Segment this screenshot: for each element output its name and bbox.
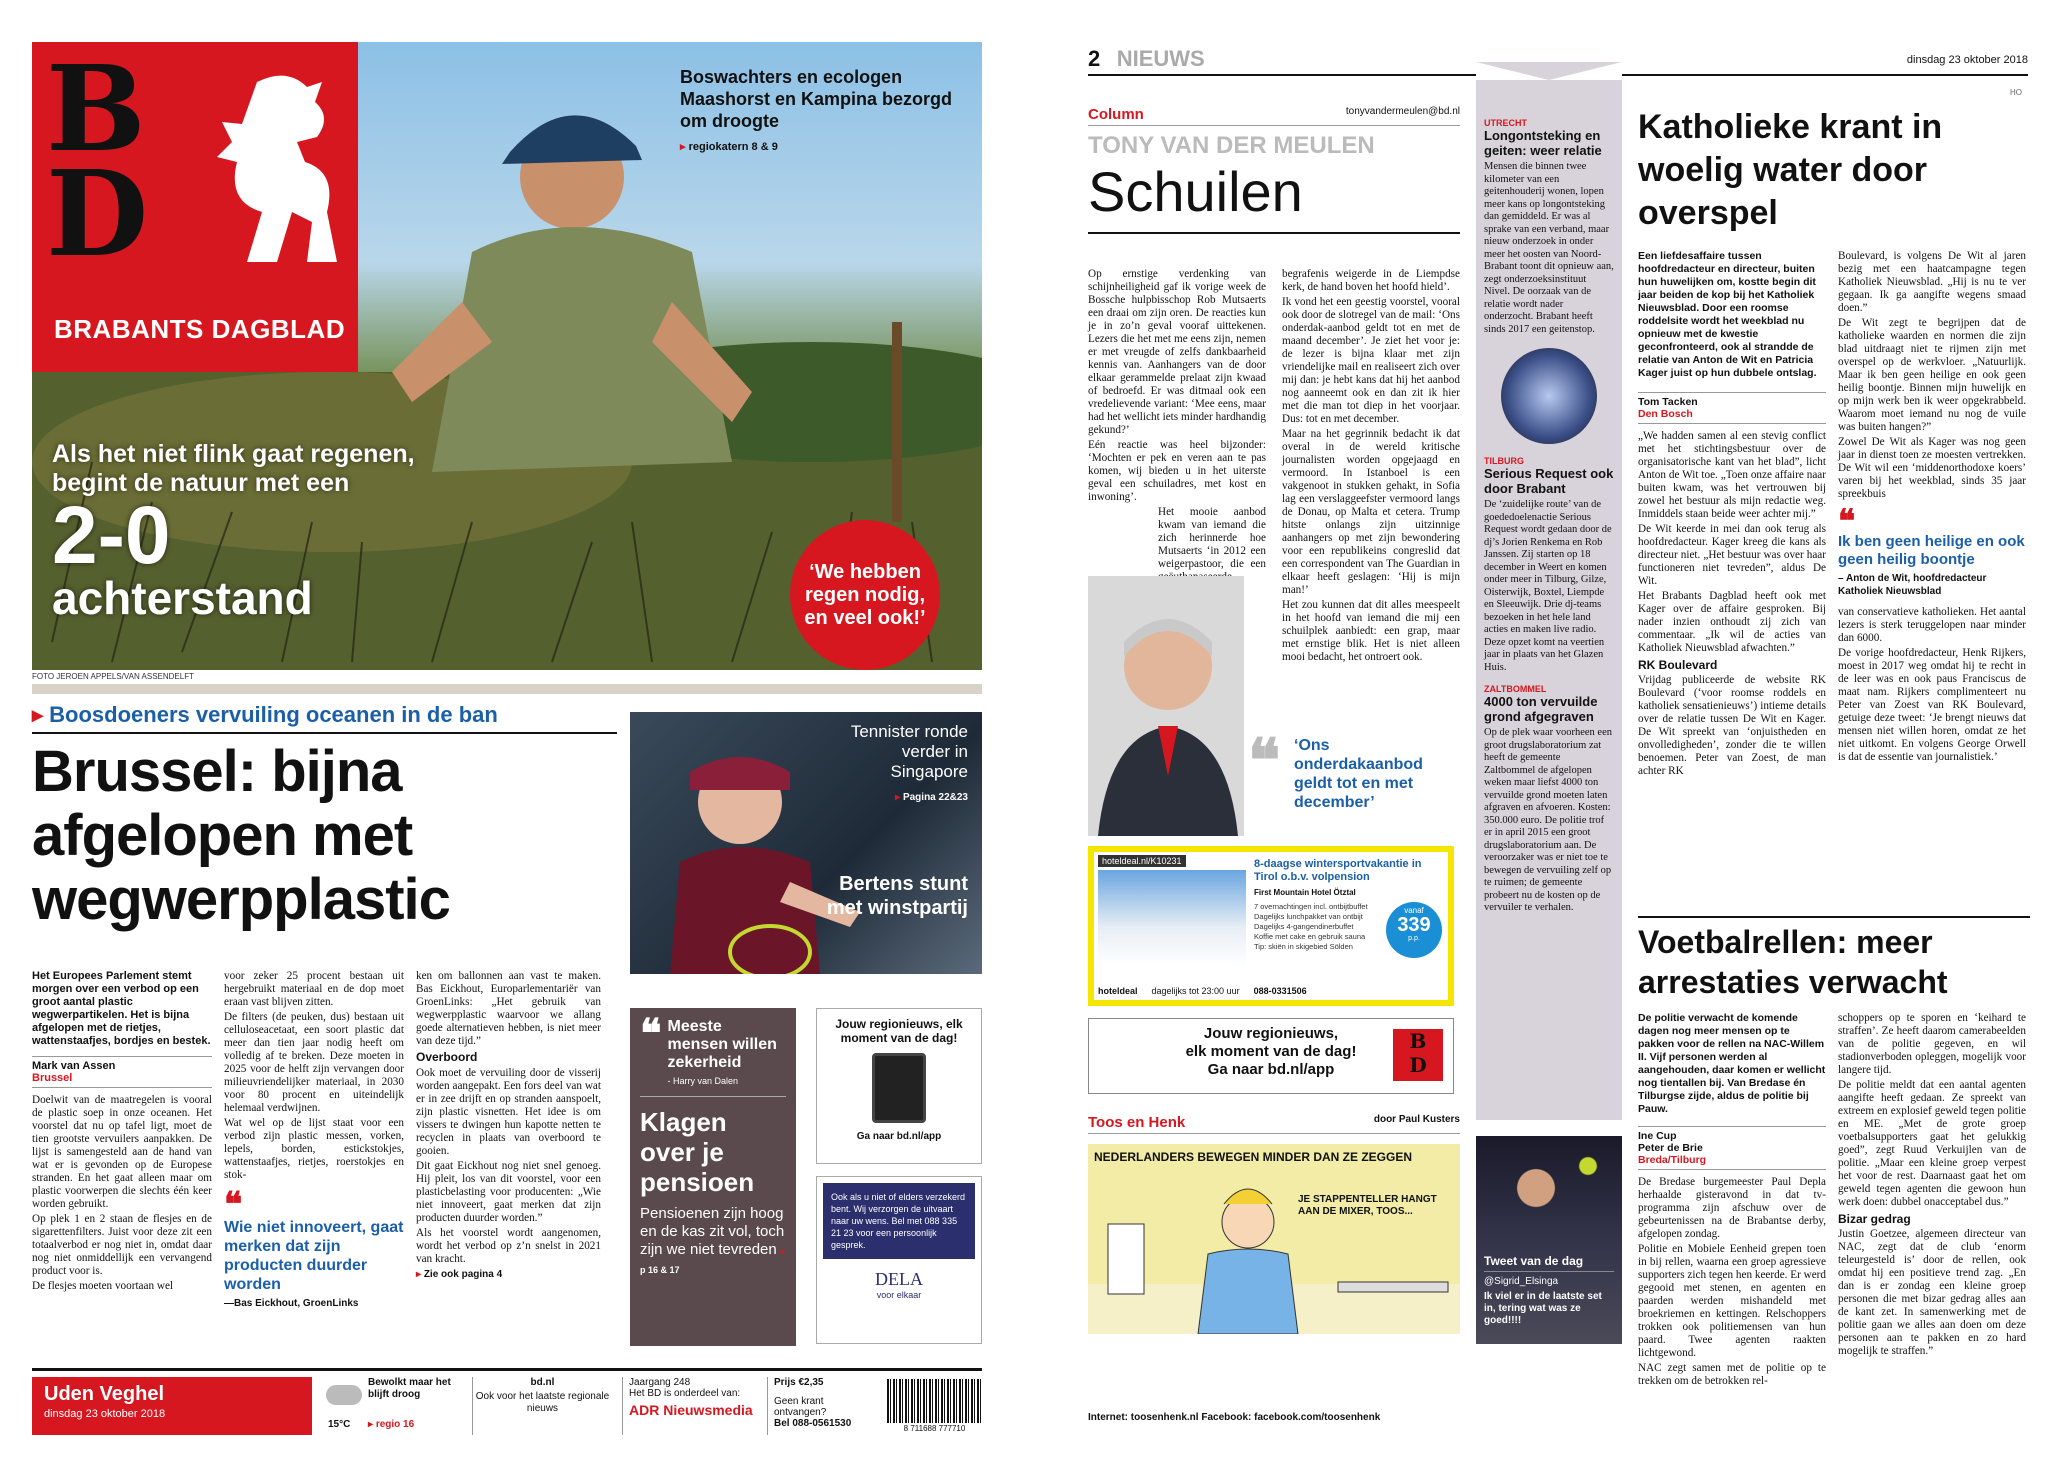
price-value: 339: [1397, 914, 1431, 936]
front-footer: [32, 1368, 982, 1438]
weather-text: Bewolkt maar het blijft droog: [368, 1377, 451, 1400]
travel-ad-footer: [1098, 986, 1444, 996]
strip-item[interactable]: [1484, 684, 1614, 915]
news-page: [1048, 0, 2048, 1470]
pensioen-quote-by: - Harry van Dalen: [667, 1076, 739, 1086]
column-header: [1088, 106, 1460, 126]
see-also-link[interactable]: ▸ Zie ook pagina 4: [416, 1269, 503, 1280]
strip-title: Serious Request ook door Brabant: [1484, 466, 1614, 496]
paragraph: Het Brabants Dagblad heeft ook met Kager over de affaire gesproken. Bij nader inzien onthoudt zij zich van commentaar. „Ik wil de acties van Katholiek Nieuwsblad afwachten.”: [1638, 590, 1826, 654]
story-katholieke-krant: [1638, 106, 2030, 906]
tweet-text: Ik viel er in de laatste set in, tering wat was ze goed!!!!: [1484, 1291, 1602, 1326]
paragraph: De vorige hoofdredacteur, Henk Rijkers, moest in 2017 weg omdat hij te recht in de leer was en ook paus Franciscus de maat nam. Rijkers complimenteert nu Peter van Zoest van RK Boulevard, getuige deze tweet: ‘Je brengt nieuws dat mensen niet willen horen, omdat ze het niet uitkomt. En volgens George Orwell is dat de essentie van journalistiek.’: [1838, 647, 2026, 763]
cartoon-header: [1088, 1114, 1460, 1134]
travel-brand: hoteldeal: [1098, 986, 1138, 996]
header-code: HO: [2010, 88, 2022, 97]
masthead[interactable]: [32, 39, 358, 372]
lead-body: [32, 970, 617, 1340]
tennis-ref: ▸ Pagina 22&23: [895, 792, 968, 803]
tennis-title: Tennister ronde verder in Singapore: [850, 722, 968, 781]
story2-authors: Ine Cup Peter de Brie: [1638, 1126, 1826, 1154]
paragraph: schoppers op te sporen en ‘keihard te straffen’. Ze heeft daarom camerabeelden van de politie gegeven, en wil stadionverboden opleggen, mogelijk voor langere tijd.: [1838, 1012, 2026, 1076]
paragraph: Vrijdag publiceerde de website RK Boulevard (‘voor roomse roddels en katholiek sensatienieuws’) intieme details over de relatie tussen De Wit en Kager. De Wit spreekt van ‘onjuistheden en onvolledigheden’, zonder die te willen benoemen. Peter van Zoest, de man achter RK: [1638, 674, 1826, 777]
travel-ad-photo: [1098, 870, 1246, 966]
pensioen-quote: [640, 1012, 786, 1086]
lead-col1-text: [32, 1094, 212, 1293]
lead-col1: [32, 970, 212, 1295]
travel-hours: dagelijks tot 23:00 uur: [1151, 986, 1240, 996]
pensioen-quote-text: Meeste mensen willen zekerheid: [667, 1018, 777, 1071]
app-ad2-line1: Jouw regionieuws,: [1203, 1025, 1339, 1042]
column-author: TONY VAN DER MEULEN: [1088, 132, 1375, 159]
bd-logo-icon: B D: [1393, 1029, 1443, 1081]
news-strip: [1476, 62, 1622, 1120]
paragraph: Eén reactie was heel bijzonder: ‘Mochten er pek en veren aan te pas komen, wij bieden u in het uiterste geval een schuiladres, met kost en inwoning’.: [1088, 439, 1266, 503]
adr-logo: ADR Nieuwsmedia: [629, 1402, 753, 1418]
story1-col1-text: [1638, 430, 1826, 778]
travel-ad[interactable]: [1088, 846, 1454, 1006]
column-pullquote: [1248, 727, 1460, 812]
price: Prijs €2,35: [774, 1377, 824, 1388]
tennis-headline: Bertens stunt met winstpartij: [826, 873, 968, 919]
tweet-photo: [1484, 1144, 1614, 1254]
paragraph: Politie en Mobiele Eenheid grepen toen in bij rellen, waarna een groep agressieve supporters zich tegen hen keerde. Er werd gegooid met stenen, en agenten en paarden werden mishandeld met broekriemen en kettingen. Relschoppers trokken ook politiemensen van hun paard. Twee agenten raakten lichtgewond.: [1638, 1243, 1826, 1359]
paragraph: Ook moet de vervuiling door de visserij worden aangepakt. Een fors deel van wat er in zee drijft en op stranden aanspoelt, zijn plastic visnetten. Het idee is om vissers te dwingen hun kapotte netten te recyclen in plaats van overboord te gooien.: [416, 1067, 601, 1157]
divider: [32, 684, 982, 694]
strip-title: Longontsteking en geiten: weer relatie: [1484, 128, 1602, 158]
strip-title: 4000 ton vervuilde grond afgegraven: [1484, 694, 1598, 724]
app-ad[interactable]: [816, 1008, 982, 1164]
travel-ad-hotel: First Mountain Hotel Ötztal: [1254, 888, 1356, 897]
story1-headline[interactable]: Katholieke krant in woelig water door overspel: [1638, 108, 1943, 232]
column-col1: [1088, 268, 1266, 599]
dela-text: Ook als u niet of elders verzekerd bent. Wij verzorgen de uitvaart naar uw wens. Bel met 088 335 21 23 voor een persoonlijk gesprek.: [823, 1183, 975, 1259]
dela-tag: voor elkaar: [876, 1290, 922, 1300]
paragraph: voor zeker 25 procent bestaan uit hergebruikt materiaal en de dop moet eraan vast blijven zitten.: [224, 970, 404, 1008]
travel-ad-price: [1386, 902, 1442, 958]
quote-mark-icon: ❝: [1838, 503, 1856, 539]
story1-quote: [1838, 503, 2026, 598]
cartoon: [1088, 1114, 1460, 1344]
story2-subhead: Bizar gedrag: [1838, 1212, 1911, 1226]
lead-place: Brussel: [32, 1072, 212, 1088]
lead-quote: [224, 1186, 404, 1310]
cartoon-speech: JE STAPPENTELLER HANGT AAN DE MIXER, TOOS...: [1298, 1194, 1437, 1217]
paragraph: NAC zegt samen met de politie op te trekken om de betrokken rel-: [1638, 1362, 1826, 1387]
app-ad-cta: Ga naar bd.nl/app: [856, 1131, 942, 1142]
photo-credit: FOTO JEROEN APPELS/VAN ASSENDELFT: [32, 672, 194, 681]
strip-item[interactable]: [1484, 456, 1614, 674]
story-voetbalrellen: [1638, 916, 2030, 1436]
app-ad-title: Jouw regionieuws, elk moment van de dag!: [835, 1017, 963, 1045]
paragraph: De Bredase burgemeester Paul Depla herhaalde gisteravond in dat tv-programma zijn afschuw over de gebeurtenissen na de Brabantse derby, afgelopen zondag.: [1638, 1176, 1826, 1240]
story1-col2: [1838, 250, 2026, 766]
quote-bubble: [790, 520, 940, 670]
lead-col2: [224, 970, 404, 1310]
web-url: bd.nl: [530, 1377, 555, 1388]
travel-ad-inner: [1094, 852, 1448, 1000]
quote-mark-icon: ❝: [640, 1012, 662, 1056]
paragraph: Als het voorstel wordt aangenomen, wordt het verbod op z’n snelst in 2021 van kracht.: [416, 1227, 601, 1265]
paragraph: De filters (de peuken, dus) bestaan uit celluloseacetaat, een soort plastic dat meer dan tien jaar nodig heeft om volledig af te breken. Deze moeten in 2025 voor de helft zijn vervangen door milieuvriendelijker materiaal, in 2030 voor 80 procent en uiteindelijk helemaal verdwijnen.: [224, 1011, 404, 1114]
lead-quote-text: Wie niet innoveert, gaat merken dat zijn producten duurder worden: [224, 1219, 404, 1293]
column-label: Column: [1088, 106, 1144, 123]
column-col2: [1282, 268, 1460, 666]
lion-logo-icon: [197, 62, 347, 282]
teaser-ref: ▸ regiokatern 8 & 9: [680, 141, 778, 153]
story1-subhead: RK Boulevard: [1638, 658, 1718, 672]
strip-photo: [1501, 348, 1597, 444]
paragraph: De politie meldt dat een aantal agenten aangifte heeft gedaan. Ze spreekt van extreem en explosief geweld tegen politie en ME. „Met de grote groep voetbalsupporters gaat het gelukkig goed”, zegt Ruud Verkuijlen van de politie. „Maar een kleine groep verpest het voor de rest. Daarnaast gaat het om geweld tegen agenten die gewoon hun werk doen: dubbel onacceptabel dus.”: [1838, 1079, 2026, 1208]
story1-col1: [1638, 250, 1826, 780]
teaser-droogte[interactable]: [680, 66, 970, 153]
bullet: Koffie met cake en gebruik sauna: [1254, 932, 1366, 941]
pensioen-teaser[interactable]: [630, 1008, 796, 1346]
story1-author: Tom Tacken: [1638, 392, 1826, 408]
travel-ad-bullets: [1254, 902, 1368, 952]
masthead-letters: BD: [46, 39, 143, 283]
story2-intro: De politie verwacht de komende dagen nog meer mensen op te pakken voor de rellen na NAC-Willem II. Vijf personen werden al aangehouden, daar komen er wellicht nog tientallen bij. Van Bredase én Tilburgse zijde, aldus de politie bij Pauw.: [1638, 1012, 1826, 1115]
dela-logo: DELA: [875, 1269, 923, 1289]
tweet-label: Tweet van de dag: [1484, 1254, 1614, 1272]
pensioen-headline: Klagen over je pensioen: [640, 1107, 755, 1197]
strip-top-notch: [1476, 62, 1622, 80]
tennis-teaser[interactable]: [630, 712, 982, 974]
paragraph: Ik vond het een geestig voorstel, vooral ook door de slotregel van de mail: ‘Ons onderdak-aanbod geldt tot en met de maand december’. Je ziet het voor je: de lezer is bijna klaar met zijn vriendelijke mail en realiseert zich over mij dan: je hebt kans dat hij het aanbod nog aanneemt ook en dan zit ik hier met die man tot diep in het voorjaar. Dus: tot en met december.: [1282, 296, 1460, 425]
lead-quote-by: —Bas Eickhout, GroenLinks: [224, 1298, 359, 1309]
story2-col1: [1638, 1012, 1826, 1390]
tweet-box[interactable]: [1476, 1136, 1622, 1344]
paragraph: Doelwit van de maatregelen is vooral de plastic soep in onze oceanen. Het voorstel dat nu op tafel ligt, moet de tien grootste vervuilers aanpakken. De lijst is samengesteld aan de hand van wat er is gevonden op de Europese stranden. En het gaat alleen maar om plastic voorwerpen die slechts één keer worden gebruikt.: [32, 1094, 212, 1210]
bullet: Dagelijks lunchpakket van ontbijt: [1254, 912, 1363, 921]
story2-col1-text: [1638, 1176, 1826, 1388]
lead-subhead: Overboord: [416, 1050, 478, 1064]
paragraph: Boulevard, is volgens De Wit al jaren bezig met een haatcampagne tegen Katholiek Nieuwsblad. „Hij is nu te ver gegaan. Ik ga aangifte wegens smaad doen.”: [1838, 250, 2026, 314]
paragraph: van conservatieve katholieken. Het aantal lezers is sterk teruggelopen naar minder dan 6000.: [1838, 606, 2026, 644]
photo-headline-small: Als het niet flink gaat regenen, begint de natuur met een: [52, 440, 415, 497]
paragraph: Dit gaat Eickhout nog niet snel genoeg. Hij pleit, los van dit voorstel, voor een plasticbelasting voor producenten: „Wie niet innoveert, gaat merken dat zijn producten duurder worden.”: [416, 1160, 601, 1224]
lead-intro: Het Europees Parlement stemt morgen over een verbod op een groot aantal plastic wegwerpartikelen. Het is bijna afgelopen met de rietjes, wattenstaafjes, bordjes en bestek.: [32, 970, 211, 1047]
barcode-number: 8 711688 777710: [903, 1424, 966, 1433]
quote-bubble-text: ‘We hebben regen nodig, en veel ook!’: [804, 560, 926, 629]
column-title: Schuilen: [1088, 160, 1460, 234]
story1-quote-by: – Anton de Wit, hoofdredacteur Katholiek Nieuwsblad: [1838, 573, 1987, 597]
price-label: vanaf: [1404, 906, 1424, 915]
paragraph: Het zou kunnen dat dit alles meespeelt in het hoofd van iemand die mij een schuilplek aanbiedt: een grap, maar met ernstige blik. Het is niet alleen mooi bedacht, het ontroert ook.: [1282, 599, 1460, 663]
web-box[interactable]: [472, 1377, 612, 1435]
paragraph: Op plek 1 en 2 staan de flesjes en de sigarettenfilters. Juist voor deze zit een totaalverbod er nog niet in, omdat daar nog niet onmiddellijk een vervangend product voor is.: [32, 1213, 212, 1277]
paragraph: Justin Goetzee, algemeen directeur van NAC, zegt dat de club ‘enorm teleurgesteld is’ door de rellen, ook omdat hij een positieve trend zag. „En dan is er zondag een kleine groep personen die met bizar gedrag alles aan de kant zet. In samenwerking met de politie gaan we alles aan doen om deze personen aan te pakken en zo hard mogelijk te straffen.”: [1838, 1228, 2026, 1357]
cartoon-label: Toos en Henk: [1088, 1114, 1186, 1131]
no-paper: Geen krant ontvangen?: [774, 1396, 827, 1418]
paragraph: „We hadden samen al een stevig conflict met het stichtingsbestuur over de organisatorische kant van het blad”, licht Anton de Wit toe. „Toen onze affaire naar buiten kwam, was het vertrouwen bij zowel het bestuur als mijn redactie weg. Inmiddels staan beide weer achter mij.”: [1638, 430, 1826, 520]
strip-text: Op de plek waar voorheen een groot drugslaboratorium zat heeft de gemeente Zaltbommel de afgelopen weken maar liefst 4000 ton vervuilde grond moeten laten afgraven en afvoeren. Kosten: 350.000 euro. De politie trof er in april 2015 een groot drugslaboratorium aan. De veroorzaker was er niet toe te bewegen de vervuiling zelf op te ruimen; de gemeente probeert nu de kosten op de vervuiler te verhalen.: [1484, 727, 1612, 913]
cloud-icon: [326, 1385, 362, 1405]
paragraph: Op ernstige verdenking van schijnheiligheid gaf ik vorige week de Bossche hulpbisschop Rob Mutsaerts een draai om zijn oren. De reacties kun je in zo’n geval vooraf uittekenen. Lezers die het met me eens zijn, nemen er met vreugde of zelfs dankbaarheid kennis van. Aanhangers van de door elkaar gerammelde prelaat zijn kwaad of bedroefd. Er was ditmaal ook een vredelievende variant: ‘Mee eens, maar had het wellicht iets minder hardhandig gekund?’: [1088, 268, 1266, 436]
photo-headline: [52, 440, 482, 622]
dela-ad[interactable]: [816, 1176, 982, 1344]
lead-kicker[interactable]: ▸ Boosdoeners vervuiling oceanen in de ban: [32, 702, 617, 734]
travel-ad-title: 8-daagse wintersportvakantie in Tirol o.b.v. volpension: [1254, 858, 1422, 883]
app-ad2-line3: Ga naar bd.nl/app: [1207, 1061, 1335, 1078]
price-box: [767, 1377, 877, 1435]
jaargang: Jaargang 248: [629, 1377, 691, 1388]
paragraph: ken om ballonnen aan vast te maken. Bas Eickhout, Europarlementariër van GroenLinks: „Het gebruik van wegwerpplastic waarvoor we allang goede alternatieven hebben, is niet meer van deze tijd.”: [416, 970, 601, 1047]
photo-headline-score: 2-0: [52, 490, 171, 581]
bullet: Tip: skiën in skigebied Sölden: [1254, 942, 1353, 951]
edition-box: [32, 1377, 312, 1435]
author-photo: [1088, 576, 1244, 836]
strip-item[interactable]: [1484, 118, 1614, 336]
header-date: dinsdag 23 oktober 2018: [1906, 54, 2028, 66]
phone-icon: [872, 1053, 926, 1123]
story2-headline[interactable]: Voetbalrellen: meer arrestaties verwacht: [1638, 924, 1948, 1000]
cartoon-illustration: [1088, 1164, 1460, 1334]
owner: Het BD is onderdeel van:: [629, 1388, 741, 1399]
paragraph: De Wit zegt te begrijpen dat de katholieke waarden en normen die zijn blad uitdraagt niet te rijmen zijn met overspel op de werkvloer. „Natuurlijk. Maar ik ben geen heilige en ook geen heilig boontje. Binnen mijn huwelijk en op mijn werk ben ik weer opgekrabbeld. Waarom moet iemand nu nog de vuile was buiten hangen?”: [1838, 317, 2026, 433]
paragraph: begrafenis weigerde in de Liempdse kerk, de hand boven het hoofd hield’.: [1282, 268, 1460, 293]
teaser-title: Boswachters en ecologen Maashorst en Kampina bezorgd om droogte: [680, 67, 953, 131]
web-text: Ook voor het laatste regionale nieuws: [475, 1391, 610, 1414]
travel-phone: 088-0331506: [1253, 986, 1307, 996]
weather-ref: ▸ regio 16: [368, 1419, 415, 1430]
tweet-handle: @Sigrid_Elsinga: [1484, 1276, 1559, 1287]
front-page: [0, 0, 1000, 1470]
story1-intro: Een liefdesaffaire tussen hoofdredacteur en directeur, buiten hun huwelijken om, kostte begin dit jaar beiden de kop bij het Katholiek Nieuwsblad. Door een roomse roddelsite wordt het weekblad nu opnieuw met de kwestie geconfronteerd, ook al strandde de relatie van Anton de Wit en Patricia Kager juist op hun dubbele ontslag.: [1638, 250, 1817, 379]
strip-place: TILBURG: [1484, 456, 1524, 466]
app-ad2-line2: elk moment van de dag!: [1185, 1043, 1357, 1060]
quote-mark-icon: ❝: [1248, 727, 1281, 794]
edition-name: Uden Veghel: [44, 1383, 165, 1405]
edition-date: dinsdag 23 oktober 2018: [44, 1408, 166, 1420]
story1-quote-text: Ik ben geen heilige en ook geen heilig boontje: [1838, 533, 2025, 568]
strip-text: De ‘zuidelijke route’ van de goededoelenactie Serious Request wordt gedaan door de dj’s Jorien Renkema en Rob Janssen. Zij starten op 18 december in Weert en komen onder meer in Tilburg, Gilze, Oisterwijk, Boxtel, Liempde en Sleeuwijk. Drie dj-teams bezoeken in het hele land acties en maken live radio. Deze opzet komt na veertien jaar in plaats van het Glazen Huis.: [1484, 499, 1612, 673]
barcode: [887, 1379, 982, 1423]
paragraph: Wat wel op de lijst staat voor een verbod zijn plastic messen, vorken, lepels, borden, estickstokjes, wattenstaafjes, rietjes, roerstokjes en stok-: [224, 1117, 404, 1181]
cartoon-footer[interactable]: Internet: toosenhenk.nl Facebook: facebook.com/toosenhenk: [1088, 1412, 1381, 1423]
page-number: 2: [1088, 46, 1101, 71]
bullet: 7 overnachtingen incl. ontbijtbuffet: [1254, 902, 1368, 911]
column-email[interactable]: tonyvandermeulen@bd.nl: [1345, 106, 1460, 117]
lead-author: Mark van Assen: [32, 1056, 212, 1072]
masthead-name: BRABANTS DAGBLAD: [54, 314, 346, 344]
paragraph: De flesjes moeten voortaan wel: [32, 1280, 174, 1292]
lead-headline[interactable]: Brussel: bijna afgelopen met wegwerpplastic: [32, 739, 450, 932]
section-name: NIEUWS: [1116, 46, 1205, 71]
paragraph: Zowel De Wit als Kager was nog geen jaar in dienst toen ze moesten vertrekken. De Wit wil een ‘middenorthodoxe koers’ varen bij het weekblad, sinds 35 jaar spreekbuis: [1838, 436, 2026, 500]
paragraph: De Wit keerde in mei dan ook terug als hoofdredacteur. Kager kreeg die kans als directeur niet. „Het bestuur was over haar functioneren niet tevreden”, aldus De Wit.: [1638, 523, 1826, 587]
app-ad-2[interactable]: [1088, 1018, 1454, 1094]
price-pp: p.p.: [1408, 935, 1420, 942]
weather-temp: 15°C: [328, 1419, 351, 1430]
publisher-box: [622, 1377, 757, 1435]
cartoon-by: door Paul Kusters: [1373, 1114, 1460, 1125]
column-article: [1088, 106, 1460, 836]
lead-col3: [416, 970, 601, 1281]
cartoon-caption: NEDERLANDERS BEWEGEN MINDER DAN ZE ZEGGEN: [1094, 1150, 1413, 1164]
strip-text: Mensen die binnen twee kilometer van een geitenhouderij wonen, lopen meer kans op longontsteking dan gemiddeld. Er was al sprake van een verband, maar nieuw onderzoek in onder meer het oosten van Noord-Brabant toont dit opnieuw aan, zegt onderzoeksinstituut Nivel. De oorzaak van de relatie wordt nader onderzocht. Brabant heeft sinds 2017 een geitenstop.: [1484, 161, 1614, 335]
column-pullquote-text: ‘Ons onderdakaanbod geldt tot en met december’: [1294, 737, 1423, 811]
story1-place: Den Bosch: [1638, 408, 1826, 424]
author-illustration: [1088, 576, 1244, 836]
paragraph: Het mooie aanbod kwam van iemand die zich herinnerde hoe Mutsaerts ‘in 2012 een weigerpastoor, die een: [1158, 506, 1266, 570]
quote-mark-icon: ❝: [224, 1186, 243, 1224]
pensioen-text: Pensioenen zijn hoog en de kas zit vol, toch zijn we niet tevreden ▸ p 16 & 17: [640, 1205, 786, 1275]
story2-place: Breda/Tilburg: [1638, 1154, 1826, 1170]
strip-place: ZALTBOMMEL: [1484, 684, 1547, 694]
phone: Bel 088-0561530: [774, 1418, 852, 1429]
travel-ad-code: hoteldeal.nl/K10231: [1098, 855, 1186, 867]
story2-col2: [1838, 1012, 2026, 1360]
paragraph: Maar na het gegrinnik bedacht ik dat overal in de wereld kritische journalisten worden opgejaagd en vermoord. In Istanboel is een vakgenoot in stukken gehakt, in Sofia lag een verslaggeefster vermoord langs de Donau, op Malta et cetera. Trump hitste onlangs zijn uitzinnige aanhangers op met zijn bewondering voor een republikeins congreslid dat een correspondent van The Guardian in elkaar heeft geslagen: ‘Hij is mijn man!’: [1282, 428, 1460, 596]
weather-box: [322, 1377, 462, 1435]
strip-place: UTRECHT: [1484, 118, 1527, 128]
cartoon-panel: [1088, 1144, 1460, 1334]
photo-headline-word: achterstand: [52, 572, 313, 624]
bullet: Dagelijks 4-gangendinerbuffet: [1254, 922, 1354, 931]
